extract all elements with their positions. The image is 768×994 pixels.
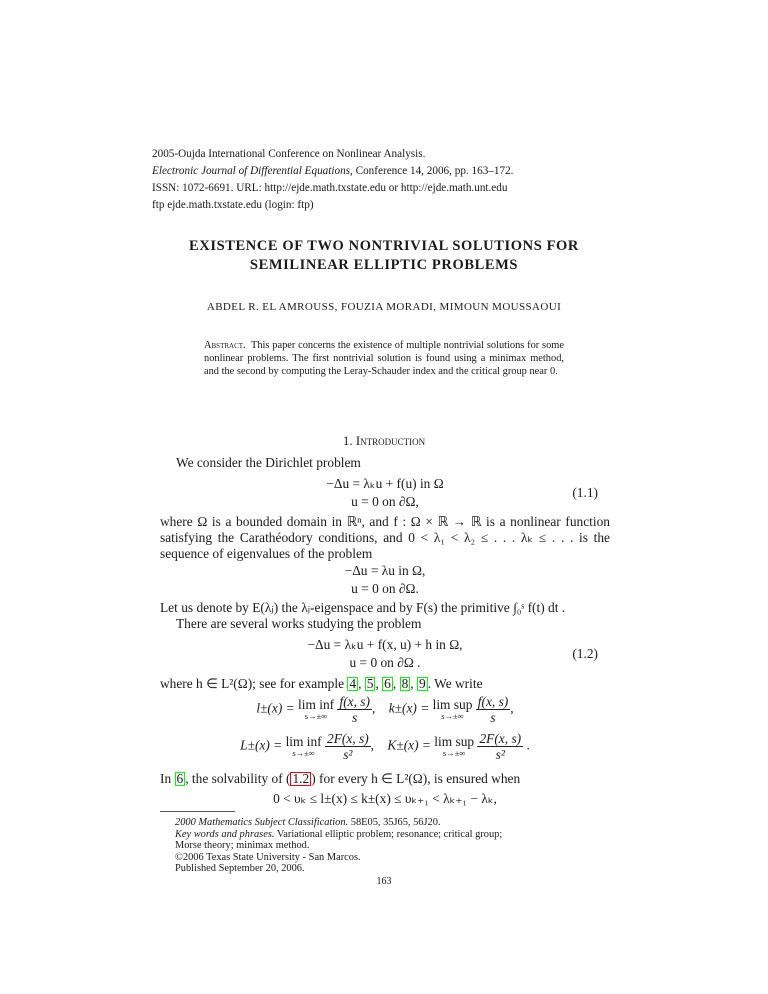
condition-equation: 0 < υₖ ≤ l±(x) ≤ k±(x) ≤ υₖ₊₁ < λₖ₊₁ − λₖ, (273, 791, 497, 806)
keywords-footnote: Key words and phrases. Variational elliptic problem; resonance; critical group; (175, 828, 503, 840)
abstract (204, 339, 564, 378)
equation-1-2-line1: −Δu = λₖu + f(x, u) + h in Ω, (307, 637, 463, 652)
paragraph: Let us denote by E(λⱼ) the λⱼ-eigenspace and by F(s) the primitive ∫₀ˢ f(t) dt . (160, 600, 566, 615)
equation-eigen-line2: u = 0 on ∂Ω. (351, 581, 419, 596)
equation-number: (1.1) (572, 485, 598, 500)
citation-link[interactable]: 5 (366, 676, 374, 691)
paper-title: EXISTENCE OF TWO NONTRIVIAL SOLUTIONS FOR SEMILINEAR ELLIPTIC PROBLEMS (188, 238, 579, 273)
paragraph: where h ∈ L²(Ω); see for example 4 , 5 , 6 , 8 , 9 . We write (160, 676, 483, 691)
journal-header (152, 146, 513, 214)
citation-link[interactable]: 6 (384, 676, 391, 691)
citation-link[interactable]: 8 (401, 676, 409, 691)
section-heading: 1. Introduction (342, 433, 426, 448)
citation-link[interactable]: 9 (418, 676, 426, 691)
copyright: ©2006 Texas State University - San Marcos. (175, 851, 361, 863)
limit-definitions-line1: l±(x) = lim inf s→±∞ $\frac{f(x, s)}{s}$ , k±(x) = lim sup s→±∞ $\frac{f(x, s)}{s}$ , (256, 694, 514, 725)
issn-url-line: ISSN: 1072-6691. URL: http://ejde.math.txstate.edu or http://ejde.math.unt.edu (152, 182, 508, 194)
page-number: 163 (376, 876, 392, 887)
equation-ref-link[interactable]: 1.2 (292, 771, 310, 786)
paragraph: There are several works studying the problem (176, 616, 422, 631)
paragraph: In 6 , the solvability of ( 1.2 ) for every h ∈ L²(Ω), is ensured when (160, 771, 521, 786)
journal-name: Electronic Journal of Differential Equations (152, 165, 351, 177)
limit-definitions-line2: L±(x) = lim inf s→±∞ $\frac{2F(x, s)}{\text{s²}}$ , K±(x) = lim sup s→±∞ $\frac{2F(x, s)}{\text{s²}}$ . (240, 731, 530, 762)
abstract-text: This paper concerns the existence of multiple nontrivial solutions for some nonlinear problems. The first nontrivial solution is found using a minimax method, and the second by computing the Leray-Schauder index and the critical group near 0. (204, 340, 564, 377)
msc-footnote: 2000 Mathematics Subject Classification. 58E05, 35J65, 56J20. (175, 817, 441, 828)
conference-line: 2005-Oujda International Conference on Nonlinear Analysis. (152, 148, 426, 160)
abstract-label: Abstract. (204, 340, 246, 351)
citation-link[interactable]: 6 (176, 771, 184, 786)
equation-eigen-line1: −Δu = λu in Ω, (344, 563, 426, 578)
equation-number: (1.2) (572, 646, 598, 661)
citation-link[interactable]: 4 (349, 676, 357, 691)
equation-1-2-line2: u = 0 on ∂Ω . (349, 655, 421, 670)
equation-1-1-line2: u = 0 on ∂Ω, (351, 494, 419, 509)
journal-line: Electronic Journal of Differential Equations, Conference 14, 2006, pp. 163–172. (152, 165, 514, 177)
paragraph: where Ω is a bounded domain in ℝⁿ, and f : Ω × ℝ → ℝ is a nonlinear function satisfying the Carathéodory conditions, and 0 < λ₁ < λ₂ ≤ . . . λₖ ≤ . . . is the sequence of eigenvalues of the problem (160, 514, 610, 561)
equation-1-1-line1: −Δu = λₖu + f(u) in Ω (326, 476, 444, 491)
footnotes (175, 817, 502, 875)
paragraph: We consider the Dirichlet problem (176, 455, 361, 470)
ftp-line: ftp ejde.math.txstate.edu (login: ftp) (152, 199, 314, 211)
published-date: Published September 20, 2006. (175, 863, 305, 875)
keywords-footnote-cont: Morse theory; minimax method. (175, 840, 310, 852)
footnote-divider (160, 811, 235, 812)
authors: ABDEL R. EL AMROUSS, FOUZIA MORADI, MIMOUN MOUSSAOUI (206, 301, 562, 313)
